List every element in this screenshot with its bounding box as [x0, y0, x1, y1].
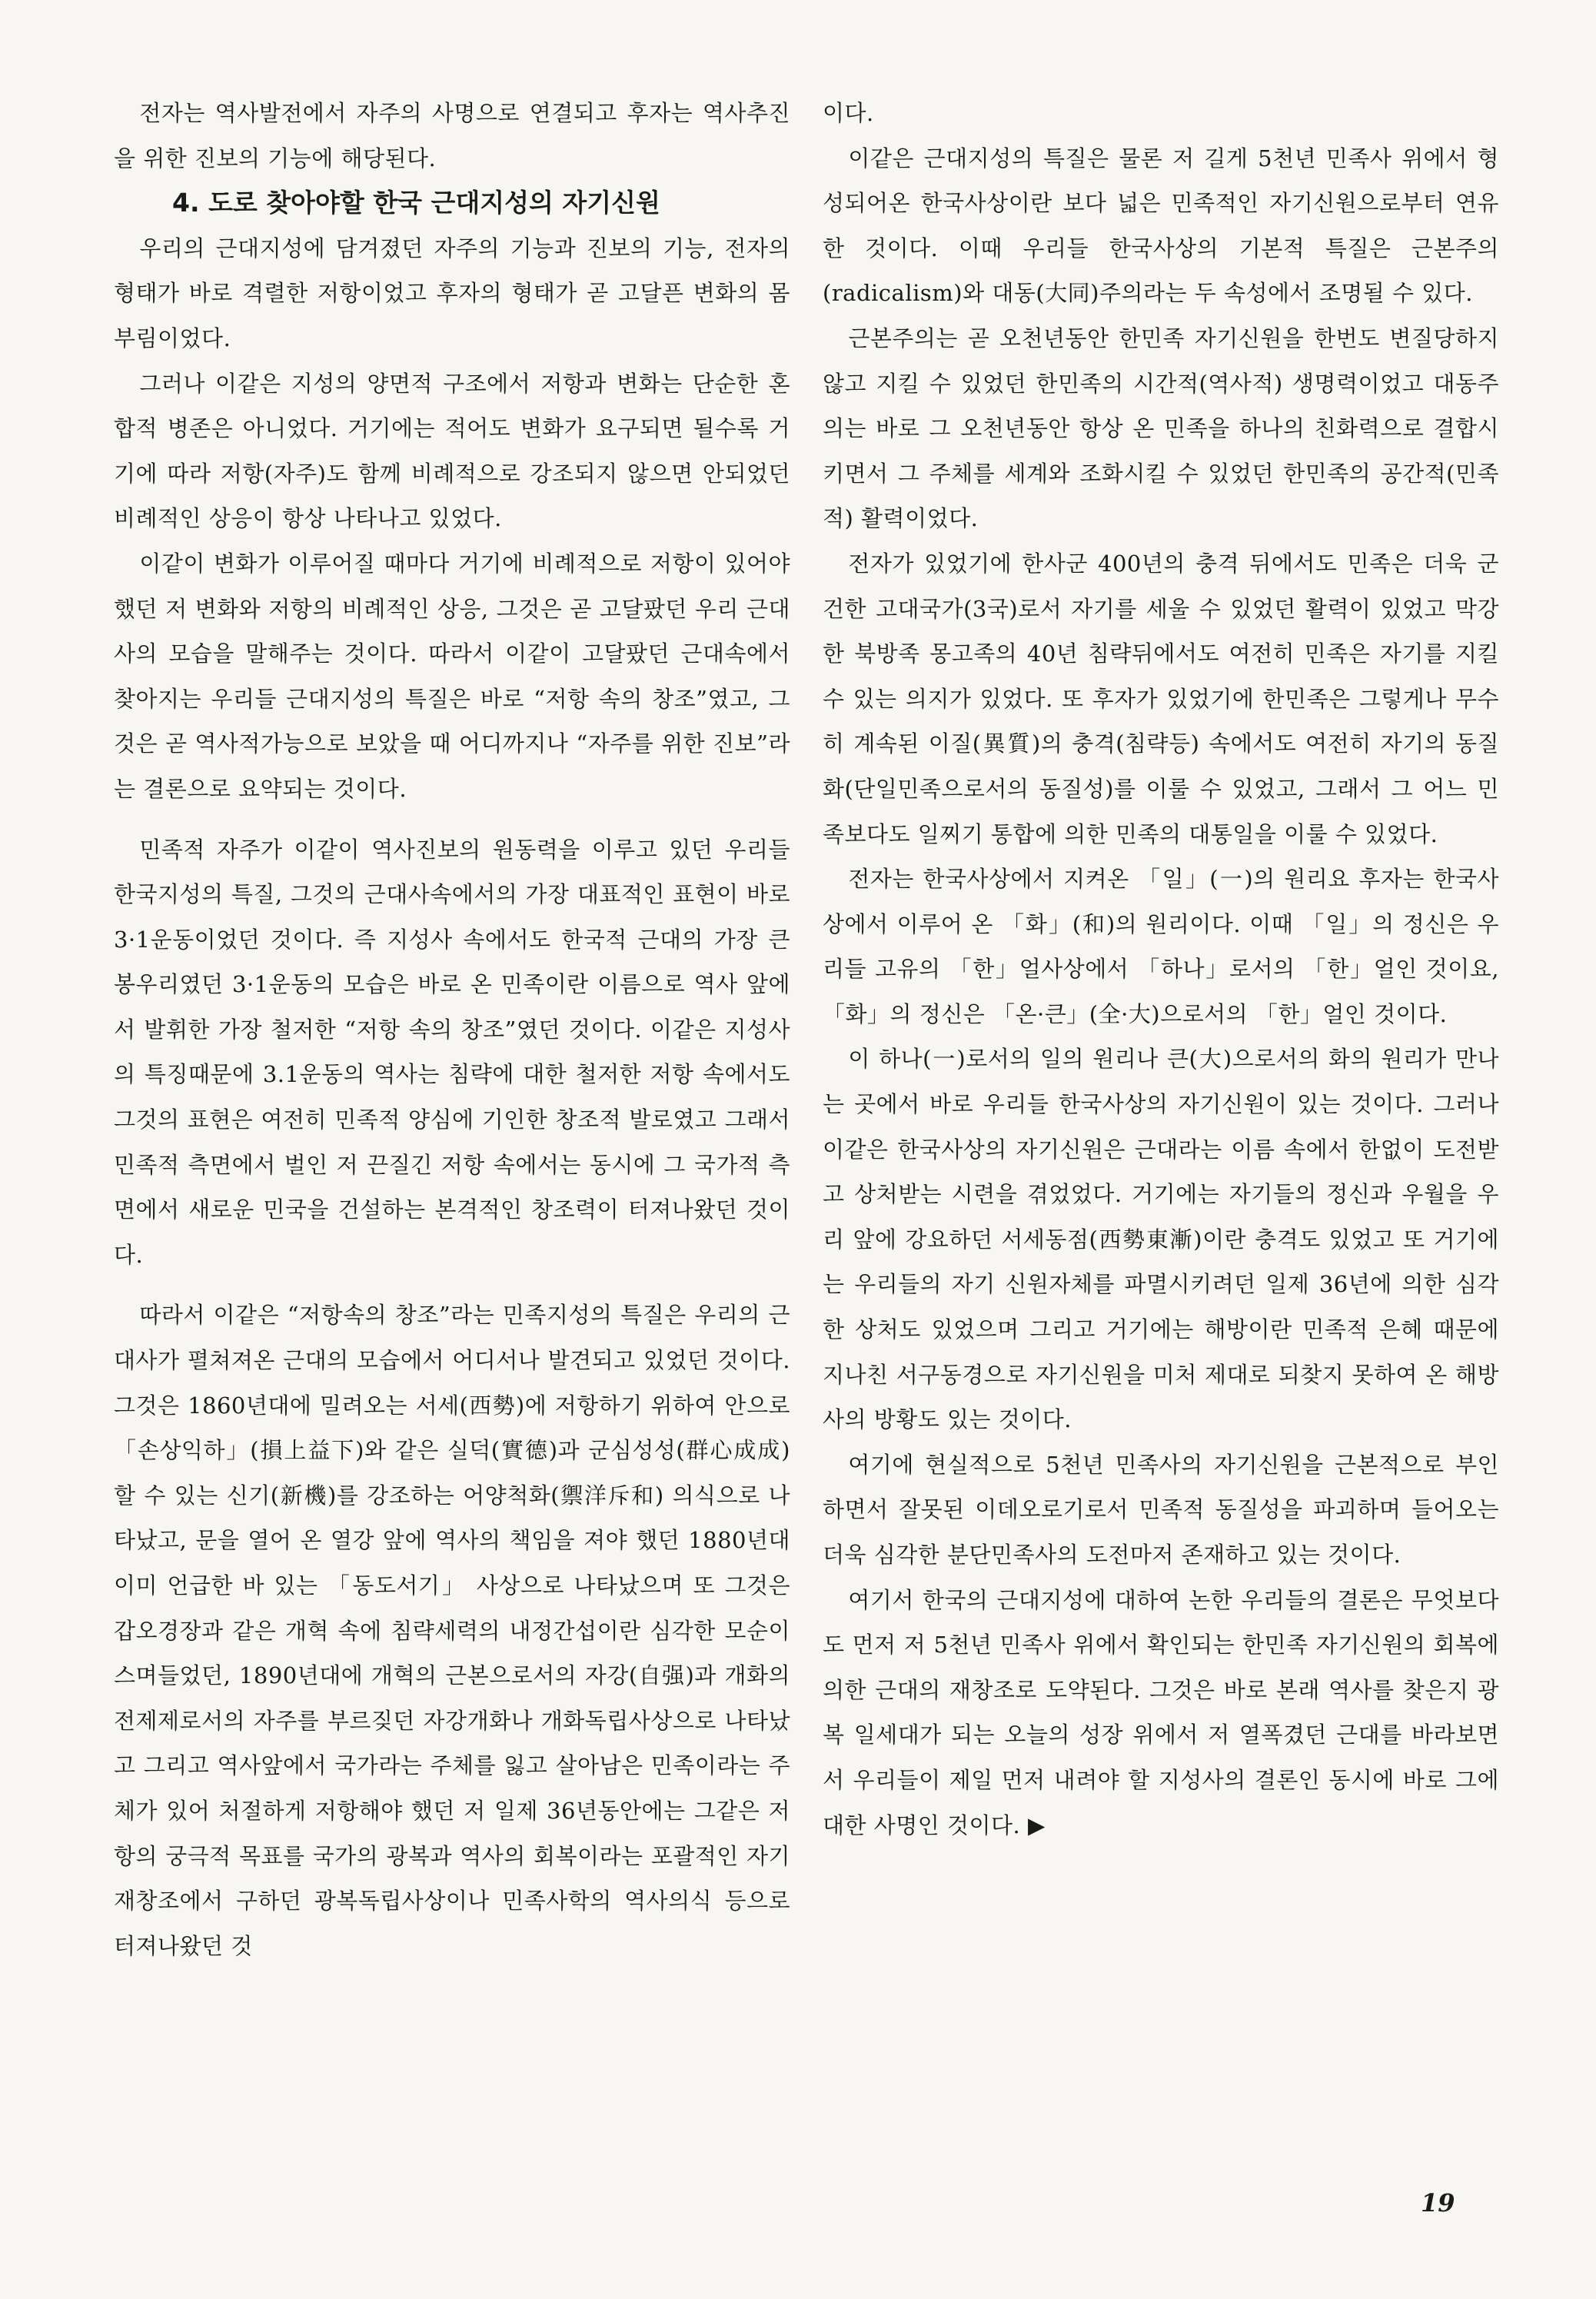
- body-paragraph: 이 하나(一)로서의 일의 원리나 큰(大)으로서의 화의 원리가 만나는 곳에서 바로 우리들 한국사상의 자기신원이 있는 것이다. 그러나 이같은 한국사상의 자기신원은 근대라는 이름 속에서 한없이 도전받고 상처받는 시련을 겪었었다. 거기에는 자기들의 정신과 우월을 우리 앞에 강요하던 서세동점(西勢東漸)이란 충격도 있었고 또 거기에는 우리들의 자기 신원자체를 파멸시키려던 일제 36년에 의한 심각한 상처도 있었으며 그리고 거기에는 해방이란 민족적 은혜 때문에 지나친 서구동경으로 자기신원을 미처 제대로 되찾지 못하여 온 해방사의 방황도 있는 것이다.: [823, 1046, 1499, 1433]
- body-paragraph: 따라서 이같은 “저항속의 창조”라는 민족지성의 특질은 우리의 근대사가 펼쳐져온 근대의 모습에서 어디서나 발견되고 있었던 것이다. 그것은 1860년대에 밀려오는 서세(西勢)에 저항하기 위하여 안으로 「손상익하」(損上益下)와 같은 실덕(實德)과 군심성성(群心成成)할 수 있는 신기(新機)를 강조하는 어양척화(禦洋斥和) 의식으로 나타났고, 문을 열어 온 열강 앞에 역사의 책임을 져야 했던 1880년대 이미 언급한 바 있는 「동도서기」 사상으로 나타났으며 또 그것은 갑오경장과 같은 개혁 속에 침략세력의 내정간섭이란 심각한 모순이 스며들었던, 1890년대에 개혁의 근본으로서의 자강(自强)과 개화의 전제제로서의 자주를 부르짖던 자강개화나 개화독립사상으로 나타났고 그리고 역사앞에서 국가라는 주체를 잃고 살아남은 민족이라는 주체가 있어 처절하게 저항해야 했던 저 일제 36년동안에는 그같은 저항의 궁극적 목표를 국가의 광복과 역사의 회복이라는 포괄적인 자기재창조에서 구하던 광복독립사상이나 민족사학의 역사의식 등으로 터져나왔던 것: [114, 1302, 790, 1959]
- right-column: [823, 91, 1499, 1848]
- body-paragraph: 여기에 현실적으로 5천년 민족사의 자기신원을 근본적으로 부인하면서 잘못된 이데오로기로서 민족적 동질성을 파괴하며 들어오는 더욱 심각한 분단민족사의 도전마저 존재하고 있는 것이다.: [823, 1451, 1499, 1568]
- body-paragraph: 전자가 있었기에 한사군 400년의 충격 뒤에서도 민족은 더욱 군건한 고대국가(3국)로서 자기를 세울 수 있었던 활력이 있었고 막강한 북방족 몽고족의 40년 침략뒤에서도 여전히 민족은 자기를 지킬 수 있는 의지가 있었다. 또 후자가 있었기에 한민족은 그렇게나 무수히 계속된 이질(異質)의 충격(침략등) 속에서도 여전히 자기의 동질화(단일민족으로서의 동질성)를 이룰 수 있었고, 그래서 그 어느 민족보다도 일찌기 통합에 의한 민족의 대통일을 이룰 수 있었다.: [823, 550, 1499, 847]
- page-number: 19: [1421, 2188, 1455, 2217]
- left-column: [114, 91, 790, 1968]
- body-paragraph: 전자는 한국사상에서 지켜온 「일」(一)의 원리요 후자는 한국사상에서 이루어 온 「화」(和)의 원리이다. 이때 「일」의 정신은 우리들 고유의 「한」얼사상에서 「하나」로서의 「한」얼인 것이요, 「화」의 정신은 「온·큰」(全·大)으로서의 「한」얼인 것이다.: [823, 866, 1499, 1027]
- body-paragraph: 우리의 근대지성에 담겨졌던 자주의 기능과 진보의 기능, 전자의 형태가 바로 격렬한 저항이었고 후자의 형태가 곧 고달픈 변화의 몸부림이었다.: [114, 235, 790, 351]
- continuation-paragraph: 이다.: [823, 100, 874, 126]
- section-heading: 4. 도로 찾아야할 한국 근대지성의 자기신원: [172, 188, 660, 218]
- body-paragraph: 그러나 이같은 지성의 양면적 구조에서 저항과 변화는 단순한 혼합적 병존은 아니었다. 거기에는 적어도 변화가 요구되면 될수록 거기에 따라 저항(자주)도 함께 비례적으로 강조되지 않으면 안되었던 비례적인 상응이 항상 나타나고 있었다.: [114, 370, 790, 532]
- body-paragraph: 민족적 자주가 이같이 역사진보의 원동력을 이루고 있던 우리들 한국지성의 특질, 그것의 근대사속에서의 가장 대표적인 표현이 바로 3·1운동이었던 것이다. 즉 지성사 속에서도 한국적 근대의 가장 큰 봉우리였던 3·1운동의 모습은 바로 온 민족이란 이름으로 역사 앞에서 발휘한 가장 철저한 “저항 속의 창조”였던 것이다. 이같은 지성사의 특징때문에 3.1운동의 역사는 침략에 대한 철저한 저항 속에서도 그것의 표현은 여전히 민족적 양심에 기인한 창조적 발로였고 그래서 민족적 측면에서 벌인 저 끈질긴 저항 속에서는 동시에 그 국가적 측면에서 새로운 민국을 건설하는 본격적인 창조력이 터져나왔던 것이다.: [114, 836, 790, 1268]
- body-paragraph: 이같이 변화가 이루어질 때마다 거기에 비례적으로 저항이 있어야 했던 저 변화와 저항의 비례적인 상응, 그것은 곧 고달팠던 우리 근대사의 모습을 말해주는 것이다. 따라서 이같이 고달팠던 근대속에서 찾아지는 우리들 근대지성의 특질은 바로 “저항 속의 창조”였고, 그것은 곧 역사적가능으로 보았을 때 어디까지나 “자주를 위한 진보”라는 결론으로 요약되는 것이다.: [114, 550, 790, 802]
- body-paragraph: 여기서 한국의 근대지성에 대하여 논한 우리들의 결론은 무엇보다도 먼저 저 5천년 민족사 위에서 확인되는 한민족 자기신원의 회복에 의한 근대의 재창조로 도약된다. 그것은 바로 본래 역사를 찾은지 광복 일세대가 되는 오늘의 성장 위에서 저 열폭겼던 근대를 바라보면서 우리들이 제일 먼저 내려야 할 지성사의 결론인 동시에 바로 그에 대한 사명인 것이다. ▶: [823, 1586, 1499, 1838]
- intro-paragraph: 전자는 역사발전에서 자주의 사명으로 연결되고 후자는 역사추진을 위한 진보의 기능에 해당된다.: [114, 100, 790, 171]
- body-paragraph: 이같은 근대지성의 특질은 물론 저 길게 5천년 민족사 위에서 형성되어온 한국사상이란 보다 넓은 민족적인 자기신원으로부터 연유한 것이다. 이때 우리들 한국사상의 기본적 특질은 근본주의(radicalism)와 대동(大同)주의라는 두 속성에서 조명될 수 있다.: [823, 145, 1499, 307]
- body-paragraph: 근본주의는 곧 오천년동안 한민족 자기신원을 한번도 변질당하지 않고 지킬 수 있었던 한민족의 시간적(역사적) 생명력이었고 대동주의는 바로 그 오천년동안 항상 온 민족을 하나의 친화력으로 결합시키면서 그 주체를 세계와 조화시킬 수 있었던 한민족의 공간적(민족적) 활력이었다.: [823, 324, 1499, 532]
